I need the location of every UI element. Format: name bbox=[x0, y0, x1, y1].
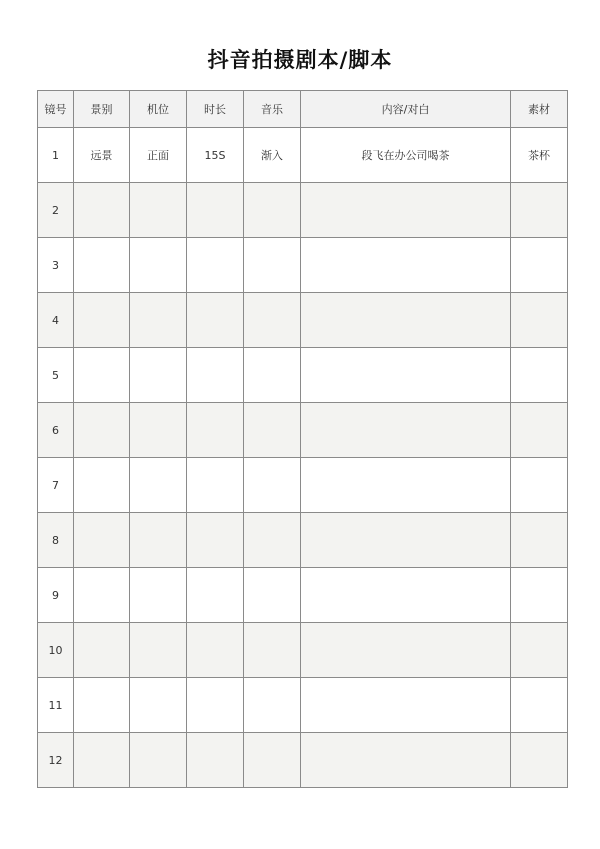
cell-music[interactable] bbox=[244, 623, 301, 678]
cell-shot-size[interactable] bbox=[74, 183, 130, 238]
cell-shot-no[interactable]: 9 bbox=[38, 568, 74, 623]
cell-music[interactable]: 渐入 bbox=[244, 128, 301, 183]
cell-duration[interactable] bbox=[187, 183, 244, 238]
cell-shot-size[interactable] bbox=[74, 568, 130, 623]
cell-content-dialogue[interactable] bbox=[301, 348, 511, 403]
header-materials: 素材 bbox=[511, 91, 568, 128]
cell-shot-size[interactable] bbox=[74, 238, 130, 293]
cell-content-dialogue[interactable] bbox=[301, 458, 511, 513]
table-row bbox=[38, 733, 568, 788]
cell-music[interactable] bbox=[244, 348, 301, 403]
cell-content-dialogue[interactable]: 段飞在办公司喝茶 bbox=[301, 128, 511, 183]
cell-content-dialogue[interactable] bbox=[301, 623, 511, 678]
cell-content-dialogue[interactable] bbox=[301, 183, 511, 238]
cell-camera-position[interactable] bbox=[130, 623, 187, 678]
cell-duration[interactable] bbox=[187, 568, 244, 623]
page-title: 抖音拍摄剧本/脚本 bbox=[207, 48, 393, 72]
header-shot-size: 景别 bbox=[74, 91, 130, 128]
cell-content-dialogue[interactable] bbox=[301, 568, 511, 623]
cell-shot-size[interactable] bbox=[74, 733, 130, 788]
cell-camera-position[interactable] bbox=[130, 568, 187, 623]
cell-camera-position[interactable] bbox=[130, 238, 187, 293]
cell-shot-size[interactable] bbox=[74, 403, 130, 458]
table-body bbox=[38, 128, 568, 788]
cell-materials[interactable] bbox=[511, 238, 568, 293]
cell-shot-no[interactable]: 5 bbox=[38, 348, 74, 403]
cell-music[interactable] bbox=[244, 293, 301, 348]
cell-duration[interactable] bbox=[187, 348, 244, 403]
cell-shot-size[interactable] bbox=[74, 348, 130, 403]
cell-music[interactable] bbox=[244, 458, 301, 513]
cell-shot-no[interactable]: 12 bbox=[38, 733, 74, 788]
cell-duration[interactable] bbox=[187, 733, 244, 788]
cell-music[interactable] bbox=[244, 568, 301, 623]
cell-music[interactable] bbox=[244, 678, 301, 733]
cell-shot-no[interactable]: 1 bbox=[38, 128, 74, 183]
table-row bbox=[38, 678, 568, 733]
cell-content-dialogue[interactable] bbox=[301, 733, 511, 788]
header-camera-position: 机位 bbox=[130, 91, 187, 128]
cell-shot-size[interactable] bbox=[74, 293, 130, 348]
cell-music[interactable] bbox=[244, 403, 301, 458]
table-row bbox=[38, 183, 568, 238]
cell-materials[interactable] bbox=[511, 568, 568, 623]
cell-camera-position[interactable]: 正面 bbox=[130, 128, 187, 183]
cell-materials[interactable] bbox=[511, 348, 568, 403]
cell-shot-size[interactable] bbox=[74, 513, 130, 568]
cell-duration[interactable] bbox=[187, 458, 244, 513]
cell-shot-size[interactable] bbox=[74, 623, 130, 678]
table-row bbox=[38, 293, 568, 348]
header-shot-no: 镜号 bbox=[38, 91, 74, 128]
cell-duration[interactable] bbox=[187, 403, 244, 458]
cell-shot-no[interactable]: 6 bbox=[38, 403, 74, 458]
cell-shot-size[interactable] bbox=[74, 458, 130, 513]
cell-materials[interactable] bbox=[511, 623, 568, 678]
cell-camera-position[interactable] bbox=[130, 513, 187, 568]
cell-duration[interactable] bbox=[187, 623, 244, 678]
table-row bbox=[38, 403, 568, 458]
cell-duration[interactable]: 15S bbox=[187, 128, 244, 183]
cell-duration[interactable] bbox=[187, 238, 244, 293]
cell-materials[interactable]: 茶杯 bbox=[511, 128, 568, 183]
cell-shot-no[interactable]: 2 bbox=[38, 183, 74, 238]
cell-duration[interactable] bbox=[187, 293, 244, 348]
cell-shot-size[interactable]: 远景 bbox=[74, 128, 130, 183]
cell-materials[interactable] bbox=[511, 733, 568, 788]
header-row bbox=[38, 91, 568, 128]
cell-camera-position[interactable] bbox=[130, 678, 187, 733]
cell-shot-no[interactable]: 7 bbox=[38, 458, 74, 513]
cell-materials[interactable] bbox=[511, 678, 568, 733]
script-table bbox=[37, 90, 568, 788]
cell-camera-position[interactable] bbox=[130, 733, 187, 788]
table-row bbox=[38, 623, 568, 678]
cell-duration[interactable] bbox=[187, 513, 244, 568]
table-row bbox=[38, 568, 568, 623]
cell-shot-no[interactable]: 10 bbox=[38, 623, 74, 678]
cell-camera-position[interactable] bbox=[130, 458, 187, 513]
cell-shot-no[interactable]: 4 bbox=[38, 293, 74, 348]
cell-camera-position[interactable] bbox=[130, 348, 187, 403]
cell-camera-position[interactable] bbox=[130, 403, 187, 458]
header-duration: 时长 bbox=[187, 91, 244, 128]
cell-music[interactable] bbox=[244, 238, 301, 293]
cell-materials[interactable] bbox=[511, 403, 568, 458]
table-row bbox=[38, 128, 568, 183]
cell-materials[interactable] bbox=[511, 293, 568, 348]
table-row bbox=[38, 238, 568, 293]
table-row bbox=[38, 458, 568, 513]
header-music: 音乐 bbox=[244, 91, 301, 128]
cell-materials[interactable] bbox=[511, 513, 568, 568]
cell-materials[interactable] bbox=[511, 183, 568, 238]
cell-content-dialogue[interactable] bbox=[301, 678, 511, 733]
cell-camera-position[interactable] bbox=[130, 293, 187, 348]
cell-content-dialogue[interactable] bbox=[301, 513, 511, 568]
cell-content-dialogue[interactable] bbox=[301, 293, 511, 348]
cell-shot-size[interactable] bbox=[74, 678, 130, 733]
cell-content-dialogue[interactable] bbox=[301, 238, 511, 293]
cell-shot-no[interactable]: 8 bbox=[38, 513, 74, 568]
table-row bbox=[38, 513, 568, 568]
cell-music[interactable] bbox=[244, 513, 301, 568]
cell-duration[interactable] bbox=[187, 678, 244, 733]
table-row bbox=[38, 348, 568, 403]
cell-materials[interactable] bbox=[511, 458, 568, 513]
cell-camera-position[interactable] bbox=[130, 183, 187, 238]
cell-shot-no[interactable]: 3 bbox=[38, 238, 74, 293]
cell-content-dialogue[interactable] bbox=[301, 403, 511, 458]
header-content-dialogue: 内容/对白 bbox=[301, 91, 511, 128]
cell-music[interactable] bbox=[244, 733, 301, 788]
cell-music[interactable] bbox=[244, 183, 301, 238]
cell-shot-no[interactable]: 11 bbox=[38, 678, 74, 733]
